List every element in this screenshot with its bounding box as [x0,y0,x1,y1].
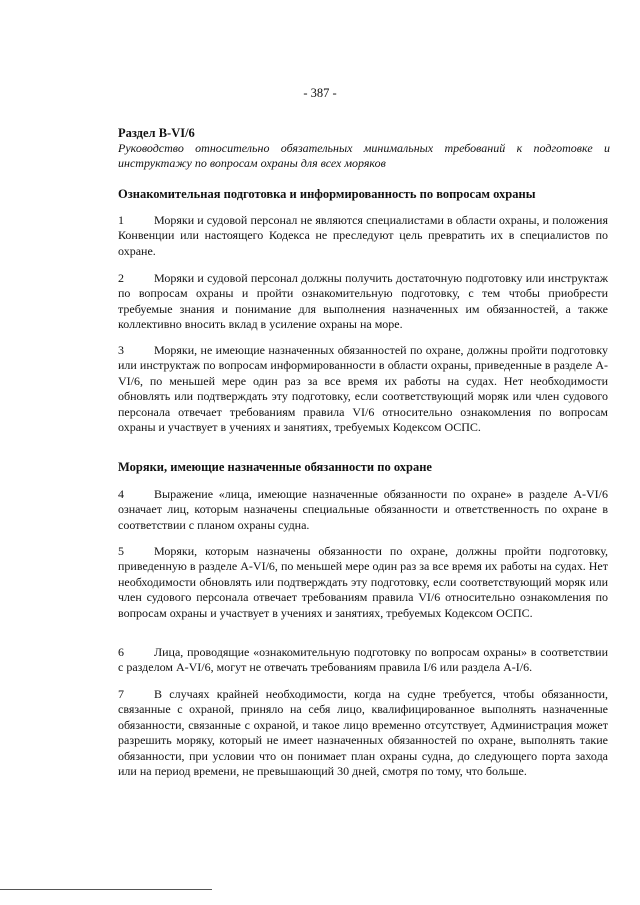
section-code: Раздел В-VI/6 [118,126,195,140]
paragraph-number: 3 [118,343,124,357]
paragraph-number: 7 [118,687,124,701]
paragraph-2 [118,271,608,333]
footer-divider [0,889,212,890]
paragraph-number: 4 [118,487,124,501]
paragraph-text: Моряки и судовой персонал не являются специалистами в области охраны, и положения Конвенции или настоящего Кодекса не преследуют цель превратить их в специалистов по охране. [118,213,608,258]
paragraph-7 [118,687,608,779]
paragraph-6 [118,645,608,676]
paragraph-4 [118,487,608,533]
paragraph-number: 1 [118,213,124,227]
paragraph-5 [118,544,608,621]
paragraph-number: 5 [118,544,124,558]
paragraph-number: 2 [118,271,124,285]
paragraph-text: Моряки, которым назначены обязанности по охране, должны пройти подготовку, приведенную в разделе А-VI/6, по меньшей мере один раз за все время их работы на судах. Нет необходимости обновлять или подтверждать эту подготовку, если соответствующий моряк или член судового персонала отвечает требованиям правила VI/6 относительно ознакомления по вопросам охраны и участвует в учениях и занятиях, требуемых Кодексом ОСПС. [118,544,608,620]
paragraph-text: В случаях крайней необходимости, когда на судне требуется, чтобы обязанности, связанные с охраной, приняло на себя лицо, квалифицированное выполнять назначенные обязанности, связанные с охраной, и такое лицо временно отсутствует, Администрация может разрешить моряку, который не имеет назначенных обязанностей по охране, выполнять такие обязанности, при условии что он понимает план охраны судна, до следующего порта захода или на период времени, не превышающий 30 дней, смотря по тому, что больше. [118,687,608,779]
paragraph-1 [118,213,608,259]
section-header [118,126,610,171]
paragraph-number: 6 [118,645,124,659]
heading-security-duties: Моряки, имеющие назначенные обязанности по охране [118,460,432,474]
paragraph-text: Моряки и судовой персонал должны получить достаточную подготовку или инструктаж по вопросам охраны и пройти ознакомительную подготовку, с тем чтобы приобрести требуемые знания и понимание для выполнения назначенных им обязанностей, а также коллективно вносить вклад в усиление охраны на море. [118,271,608,332]
heading-familiarization: Ознакомительная подготовка и информированность по вопросам охраны [118,187,536,201]
paragraph-3 [118,343,608,435]
paragraph-text: Моряки, не имеющие назначенных обязанностей по охране, должны пройти подготовку или инструктаж по вопросам информированности в области охраны, приведенные в разделе А-VI/6, по меньшей мере один раз за все время их работы на судах. Нет необходимости обновлять или подтверждать эту подготовку, если соответствующий моряк или член судового персонала отвечает требованиям правила VI/6 относительно ознакомления по вопросам охраны и участвует в учениях и занятиях, требуемых Кодексом ОСПС. [118,343,608,435]
paragraph-text: Выражение «лица, имеющие назначенные обязанности по охране» в разделе А-VI/6 означает лиц, которым назначены специальные обязанности и ответственность по охране в соответствии с планом охраны судна. [118,487,608,532]
paragraph-text: Лица, проводящие «ознакомительную подготовку по вопросам охраны» в соответствии с разделом А-VI/6, могут не отвечать требованиям правила I/6 или раздела А-I/6. [118,645,608,675]
section-title: Руководство относительно обязательных минимальных требований к подготовке и инструктажу по вопросам охраны для всех моряков [118,141,610,170]
page-number: - 387 - [303,86,337,100]
